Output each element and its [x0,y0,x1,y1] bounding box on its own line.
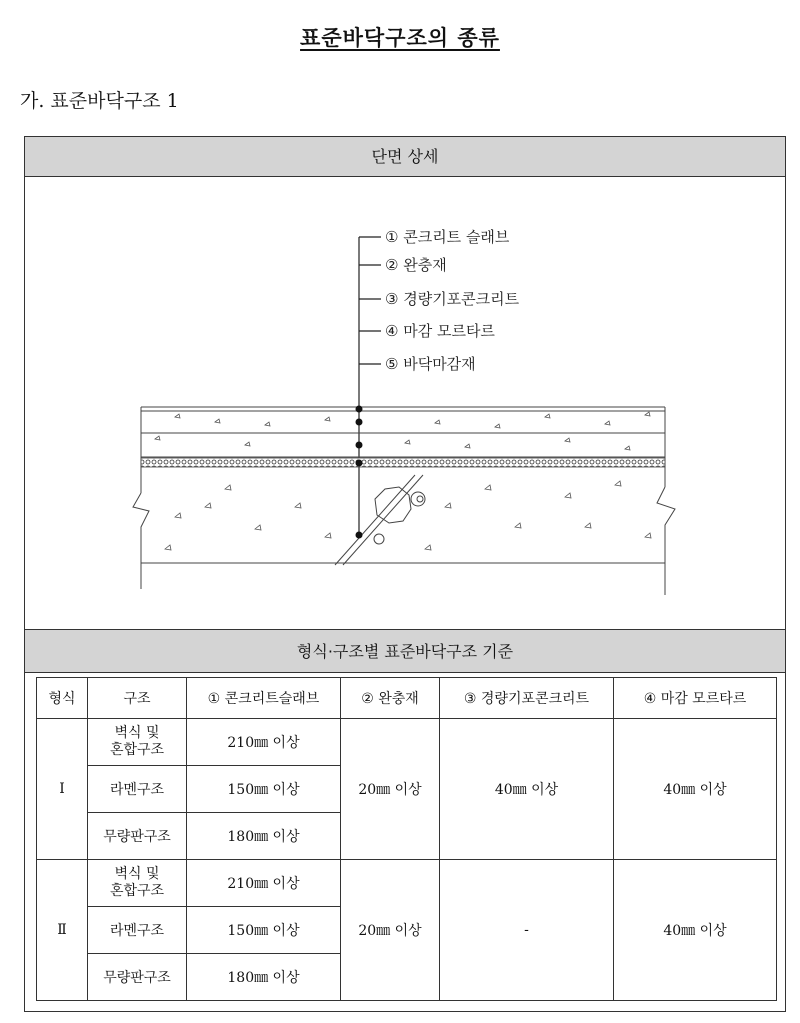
section-subtitle: 가. 표준바닥구조 1 [20,90,179,112]
layer-label-2: ④ 마감 모르타르 [385,322,495,340]
header-foam: ③ 경량기포콘크리트 [440,678,614,719]
layer-label-5: ① 콘크리트 슬래브 [385,228,510,246]
table-row [37,719,777,766]
cross-section-diagram [25,177,785,629]
table-row [37,860,777,907]
layer-label-1: ⑤ 바닥마감재 [385,355,476,373]
page-title: 표준바닥구조의 종류 [300,26,500,50]
header-slab: ① 콘크리트슬래브 [187,678,341,719]
layer-label-4: ② 완충재 [385,256,447,274]
standard-header: 형식·구조별 표준바닥구조 기준 [25,629,785,673]
foam-cell: 40㎜ 이상 [440,719,614,860]
header-cushion: ② 완충재 [341,678,440,719]
section-detail-header: 단면 상세 [25,137,785,177]
table-header-row [37,678,777,719]
type-cell: Ⅱ [37,860,88,1001]
slab-cell: 210㎜ 이상 [187,860,341,907]
slab-cell: 150㎜ 이상 [187,766,341,813]
header-mortar: ④ 마감 모르타르 [614,678,777,719]
structure-cell: 벽식 및 혼합구조 [88,860,187,907]
slab-cell: 180㎜ 이상 [187,954,341,1001]
mortar-cell: 40㎜ 이상 [614,860,777,1001]
cushion-cell: 20㎜ 이상 [341,719,440,860]
slab-cell: 180㎜ 이상 [187,813,341,860]
standard-table [36,677,777,1001]
cushion-cell: 20㎜ 이상 [341,860,440,1001]
mortar-cell: 40㎜ 이상 [614,719,777,860]
foam-cell: - [440,860,614,1001]
type-cell: Ⅰ [37,719,88,860]
cross-section-svg [25,177,785,629]
cushion-layer [141,458,665,467]
structure-cell: 무량판구조 [88,954,187,1001]
header-structure: 구조 [88,678,187,719]
slab-cell: 150㎜ 이상 [187,907,341,954]
header-type: 형식 [37,678,88,719]
slab-cell: 210㎜ 이상 [187,719,341,766]
structure-cell: 무량판구조 [88,813,187,860]
floor-structure-frame [24,136,786,1012]
layer-label-3: ③ 경량기포콘크리트 [385,290,520,308]
structure-cell: 라멘구조 [88,907,187,954]
structure-cell: 라멘구조 [88,766,187,813]
structure-cell: 벽식 및 혼합구조 [88,719,187,766]
